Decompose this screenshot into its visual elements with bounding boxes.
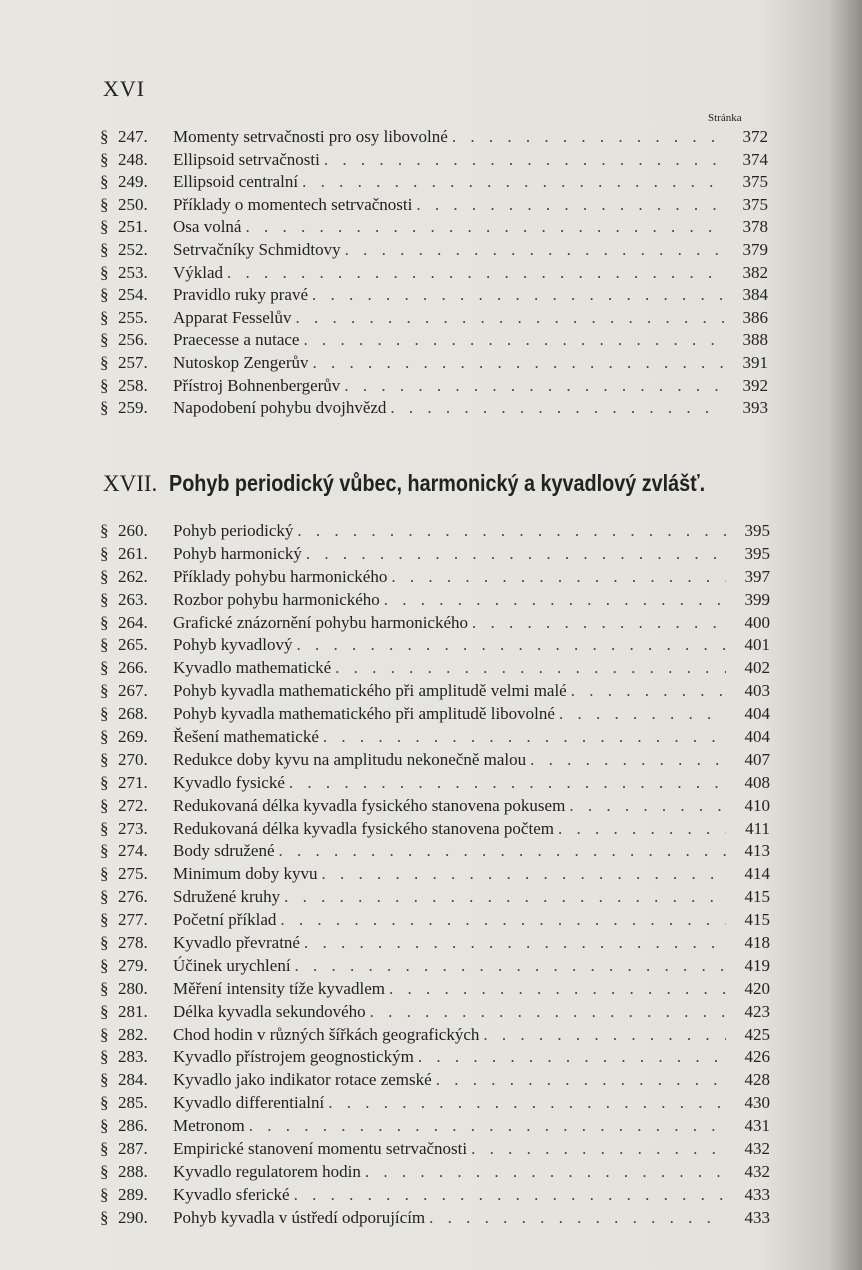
section-title: Kyvadlo sferické: [173, 1184, 290, 1204]
toc-entry: [100, 1047, 770, 1070]
leader-dots: [313, 353, 724, 373]
section-title: Pravidlo ruky pravé: [173, 285, 309, 305]
toc-entry: [100, 773, 770, 796]
page-reference: 404: [744, 727, 770, 747]
toc-list-first: [100, 127, 768, 421]
section-title: Příklady pohybu harmonického: [173, 566, 388, 586]
leader-dots: [365, 1162, 726, 1182]
toc-entry: [100, 1162, 770, 1185]
leader-dots: [471, 1139, 726, 1159]
section-title: Pohyb periodický: [173, 521, 294, 540]
page-reference: 418: [744, 933, 770, 953]
leader-dots: [279, 841, 726, 861]
section-mark: §: [100, 658, 109, 678]
leader-dots: [344, 376, 724, 396]
section-mark: §: [100, 635, 109, 655]
toc-entry: [100, 240, 768, 263]
section-title: Pohyb kyvadla mathematického při amplitudě velmi malé: [173, 681, 567, 701]
section-title: Minimum doby kyvu: [173, 864, 318, 884]
section-mark: §: [100, 749, 109, 769]
section-mark: §: [100, 1047, 109, 1067]
section-mark: §: [100, 1139, 109, 1159]
section-title: Kyvadlo differentialní: [173, 1093, 325, 1113]
toc-entry: [100, 398, 768, 421]
section-mark: §: [100, 285, 109, 305]
section-mark: §: [100, 262, 109, 282]
toc-entry: [100, 521, 770, 544]
section-mark: §: [100, 352, 109, 372]
page-number: XVI: [103, 76, 146, 101]
section-title: Napodobení pohybu dvojhvězd: [173, 398, 387, 418]
section-number: 260.: [118, 521, 148, 540]
section-mark: §: [100, 521, 109, 540]
section-number: 278.: [118, 933, 148, 953]
section-number: 276.: [118, 887, 148, 907]
section-mark: §: [100, 933, 109, 953]
toc-entry: [100, 1185, 770, 1208]
section-title: Redukce doby kyvu na amplitudu nekonečně malou: [173, 749, 527, 769]
toc-entry: [100, 285, 768, 308]
section-number: 275.: [118, 864, 148, 884]
section-title: Metronom: [173, 1116, 245, 1136]
page-reference: 426: [744, 1047, 770, 1067]
page-reference: 400: [744, 612, 770, 632]
section-mark: §: [100, 1093, 109, 1113]
section-number: 263.: [118, 589, 148, 609]
section-title: Účinek urychlení: [173, 955, 291, 975]
toc-entry: [100, 308, 768, 331]
section-number: 269.: [118, 727, 148, 747]
section-number: 248.: [118, 149, 148, 169]
section-number: 267.: [118, 681, 148, 701]
section-title: Chod hodin v různých šířkách geografických: [173, 1024, 480, 1044]
section-number: 273.: [118, 818, 148, 838]
leader-dots: [391, 567, 726, 587]
toc-entry: [100, 263, 768, 286]
section-number: 272.: [118, 795, 148, 815]
toc-entry: [100, 910, 770, 933]
section-mark: §: [100, 1207, 109, 1227]
leader-dots: [328, 1093, 726, 1113]
section-mark: §: [100, 127, 109, 146]
section-mark: §: [100, 1161, 109, 1181]
section-title: Výklad: [173, 262, 224, 282]
section-title: Délka kyvadla sekundového: [173, 1001, 366, 1021]
section-number: 271.: [118, 772, 148, 792]
toc-entry: [100, 819, 770, 842]
leader-dots: [558, 819, 726, 839]
section-number: 254.: [118, 285, 148, 305]
section-mark: §: [100, 887, 109, 907]
section-number: 261.: [118, 543, 148, 563]
section-mark: §: [100, 910, 109, 930]
page-reference: 419: [744, 955, 770, 975]
leader-dots: [227, 263, 724, 283]
section-number: 287.: [118, 1139, 148, 1159]
section-mark: §: [100, 1184, 109, 1204]
toc-entry: [100, 864, 770, 887]
section-number: 259.: [118, 398, 148, 418]
section-mark: §: [100, 172, 109, 192]
leader-dots: [429, 1208, 726, 1228]
section-mark: §: [100, 772, 109, 792]
page-reference: 386: [742, 307, 768, 327]
page-reference: 432: [744, 1161, 770, 1181]
leader-dots: [306, 544, 726, 564]
toc-entry: [100, 590, 770, 613]
section-title: Přístroj Bohnenbergerův: [173, 375, 341, 395]
leader-dots: [571, 681, 726, 701]
page-reference: 415: [744, 887, 770, 907]
leader-dots: [483, 1025, 726, 1045]
section-title: Sdružené kruhy: [173, 887, 281, 907]
section-mark: §: [100, 1116, 109, 1136]
section-title: Pohyb harmonický: [173, 543, 302, 563]
section-mark: §: [100, 795, 109, 815]
section-number: 257.: [118, 352, 148, 372]
section-mark: §: [100, 307, 109, 327]
section-number: 255.: [118, 307, 148, 327]
page-reference: 413: [744, 841, 770, 861]
leader-dots: [249, 1116, 726, 1136]
leader-dots: [452, 127, 724, 147]
section-mark: §: [100, 955, 109, 975]
page-reference: 374: [742, 149, 768, 169]
leader-dots: [559, 704, 726, 724]
toc-entry: [100, 704, 770, 727]
section-title: Redukovaná délka kyvadla fysického stanovena pokusem: [173, 795, 566, 815]
section-number: 270.: [118, 749, 148, 769]
section-number: 288.: [118, 1161, 148, 1181]
page-reference: 411: [745, 818, 770, 838]
section-number: 249.: [118, 172, 148, 192]
section-number: 274.: [118, 841, 148, 861]
section-mark: §: [100, 978, 109, 998]
section-number: 281.: [118, 1001, 148, 1021]
leader-dots: [390, 398, 724, 418]
page-reference: 432: [744, 1139, 770, 1159]
section-mark: §: [100, 543, 109, 563]
section-title: Kyvadlo převratné: [173, 933, 300, 953]
section-number: 262.: [118, 566, 148, 586]
section-title: Body sdružené: [173, 841, 275, 861]
leader-dots: [418, 1047, 726, 1067]
page-reference: 415: [744, 910, 770, 930]
toc-entry: [100, 1093, 770, 1116]
toc-entry: [100, 353, 768, 376]
section-mark: §: [100, 398, 109, 418]
section-number: 283.: [118, 1047, 148, 1067]
toc-entry: [100, 750, 770, 773]
section-mark: §: [100, 375, 109, 395]
leader-dots: [296, 308, 724, 328]
page-reference: 395: [744, 521, 770, 540]
toc-list-second: [100, 521, 770, 1231]
section-number: 277.: [118, 910, 148, 930]
leader-dots: [436, 1070, 726, 1090]
section-title: Rozbor pohybu harmonického: [173, 589, 380, 609]
toc-entry: [100, 217, 768, 240]
page-reference: 433: [744, 1207, 770, 1227]
toc-entry: [100, 841, 770, 864]
leader-dots: [345, 240, 724, 260]
page-reference: 375: [742, 194, 768, 214]
page-reference: 378: [742, 217, 768, 237]
page-reference: 397: [744, 566, 770, 586]
section-number: 247.: [118, 127, 148, 146]
section-mark: §: [100, 818, 109, 838]
page-reference: 433: [744, 1184, 770, 1204]
toc-entry: [100, 1116, 770, 1139]
leader-dots: [384, 590, 726, 610]
section-title: Redukovaná délka kyvadla fysického stanovena počtem: [173, 818, 554, 838]
leader-dots: [245, 217, 724, 237]
section-number: 286.: [118, 1116, 148, 1136]
leader-dots: [284, 887, 726, 907]
toc-entry: [100, 727, 770, 750]
toc-entry: [100, 1139, 770, 1162]
section-number: 250.: [118, 194, 148, 214]
toc-entry: [100, 195, 768, 218]
toc-entry: [100, 127, 768, 150]
leader-dots: [280, 910, 726, 930]
section-title: Kyvadlo regulatorem hodin: [173, 1161, 361, 1181]
page-reference: 430: [744, 1093, 770, 1113]
section-title: Kyvadlo fysické: [173, 772, 285, 792]
toc-entry: [100, 1070, 770, 1093]
toc-entry: [100, 658, 770, 681]
leader-dots: [335, 658, 726, 678]
section-number: 279.: [118, 955, 148, 975]
toc-entry: [100, 979, 770, 1002]
section-title: Praecesse a nutace: [173, 330, 300, 350]
section-mark: §: [100, 217, 109, 237]
page-reference: 403: [744, 681, 770, 701]
page-reference: 401: [744, 635, 770, 655]
section-mark: §: [100, 612, 109, 632]
leader-dots: [289, 773, 726, 793]
section-number: 280.: [118, 978, 148, 998]
section-mark: §: [100, 864, 109, 884]
leader-dots: [297, 521, 726, 541]
section-title: Příklady o momentech setrvačnosti: [173, 194, 413, 214]
section-number: 268.: [118, 704, 148, 724]
section-mark: §: [100, 589, 109, 609]
section-mark: §: [100, 1001, 109, 1021]
toc-entry: [100, 933, 770, 956]
chapter-number: XVII.: [103, 471, 158, 496]
toc-entry: [100, 376, 768, 399]
leader-dots: [303, 330, 724, 350]
leader-dots: [370, 1002, 726, 1022]
section-number: 264.: [118, 612, 148, 632]
page-reference: 393: [742, 398, 768, 418]
section-title: Nutoskop Zengerův: [173, 352, 309, 372]
page-reference: 372: [742, 127, 768, 146]
section-title: Pohyb kyvadla mathematického při amplitudě libovolné: [173, 704, 555, 724]
leader-dots: [569, 796, 726, 816]
section-mark: §: [100, 841, 109, 861]
section-mark: §: [100, 1070, 109, 1090]
toc-entry: [100, 635, 770, 658]
chapter-title: Pohyb periodický vůbec, harmonický a kyvadlový zvlášť.: [169, 470, 706, 496]
section-number: 258.: [118, 375, 148, 395]
leader-dots: [302, 172, 724, 192]
section-title: Grafické znázornění pohybu harmonického: [173, 612, 469, 632]
toc-entry: [100, 1025, 770, 1048]
section-mark: §: [100, 704, 109, 724]
section-mark: §: [100, 194, 109, 214]
section-mark: §: [100, 727, 109, 747]
page-reference: 407: [744, 749, 770, 769]
column-heading-page: Stránka: [708, 112, 742, 124]
leader-dots: [294, 1185, 726, 1205]
page-reference: 408: [744, 772, 770, 792]
toc-entry: [100, 172, 768, 195]
toc-entry: [100, 330, 768, 353]
leader-dots: [530, 750, 726, 770]
section-mark: §: [100, 566, 109, 586]
section-number: 290.: [118, 1207, 148, 1227]
leader-dots: [416, 195, 724, 215]
page-reference: 399: [744, 589, 770, 609]
section-number: 284.: [118, 1070, 148, 1090]
section-title: Momenty setrvačnosti pro osy libovolné: [173, 127, 448, 146]
page-reference: 420: [744, 978, 770, 998]
page-reference: 414: [744, 864, 770, 884]
page-reference: 391: [742, 352, 768, 372]
page-reference: 423: [744, 1001, 770, 1021]
chapter-heading: [103, 470, 792, 497]
toc-entry: [100, 887, 770, 910]
section-number: 285.: [118, 1093, 148, 1113]
section-mark: §: [100, 330, 109, 350]
page-reference: 388: [742, 330, 768, 350]
section-title: Osa volná: [173, 217, 242, 237]
section-number: 282.: [118, 1024, 148, 1044]
toc-entry: [100, 544, 770, 567]
section-number: 266.: [118, 658, 148, 678]
section-number: 256.: [118, 330, 148, 350]
toc-entry: [100, 1002, 770, 1025]
section-mark: §: [100, 1024, 109, 1044]
leader-dots: [295, 956, 726, 976]
section-title: Početní příklad: [173, 910, 277, 930]
section-title: Řešení mathematické: [173, 727, 319, 747]
leader-dots: [472, 613, 726, 633]
section-title: Setrvačníky Schmidtovy: [173, 239, 341, 259]
page-reference: 428: [744, 1070, 770, 1090]
page-reference: 375: [742, 172, 768, 192]
page-reference: 382: [742, 262, 768, 282]
toc-entry: [100, 956, 770, 979]
leader-dots: [322, 864, 726, 884]
leader-dots: [324, 150, 724, 170]
toc-entry: [100, 150, 768, 173]
leader-dots: [296, 635, 726, 655]
section-title: Pohyb kyvadla v ústředí odporujícím: [173, 1207, 426, 1227]
page-reference: 431: [744, 1116, 770, 1136]
section-title: Měření intensity tíže kyvadlem: [173, 978, 385, 998]
page-reference: 404: [744, 704, 770, 724]
page-reference: 402: [744, 658, 770, 678]
page-reference: 410: [744, 795, 770, 815]
section-number: 251.: [118, 217, 148, 237]
page-reference: 395: [744, 543, 770, 563]
leader-dots: [304, 933, 726, 953]
leader-dots: [312, 285, 724, 305]
toc-entry: [100, 567, 770, 590]
page-reference: 384: [742, 285, 768, 305]
page-reference: 392: [742, 375, 768, 395]
section-title: Empirické stanovení momentu setrvačnosti: [173, 1139, 468, 1159]
toc-entry: [100, 613, 770, 636]
section-mark: §: [100, 681, 109, 701]
toc-entry: [100, 1208, 770, 1231]
page-reference: 379: [742, 239, 768, 259]
section-title: Apparat Fesselův: [173, 307, 292, 327]
section-title: Kyvadlo jako indikator rotace zemské: [173, 1070, 432, 1090]
section-title: Pohyb kyvadlový: [173, 635, 293, 655]
page-reference: 425: [744, 1024, 770, 1044]
leader-dots: [323, 727, 726, 747]
section-number: 253.: [118, 262, 148, 282]
toc-entry: [100, 681, 770, 704]
section-mark: §: [100, 239, 109, 259]
section-mark: §: [100, 149, 109, 169]
toc-entry: [100, 796, 770, 819]
section-title: Ellipsoid centralní: [173, 172, 299, 192]
section-number: 265.: [118, 635, 148, 655]
section-title: Ellipsoid setrvačnosti: [173, 149, 320, 169]
section-title: Kyvadlo přístrojem geognostickým: [173, 1047, 414, 1067]
leader-dots: [389, 979, 726, 999]
section-title: Kyvadlo mathematické: [173, 658, 332, 678]
section-number: 289.: [118, 1184, 148, 1204]
section-number: 252.: [118, 239, 148, 259]
